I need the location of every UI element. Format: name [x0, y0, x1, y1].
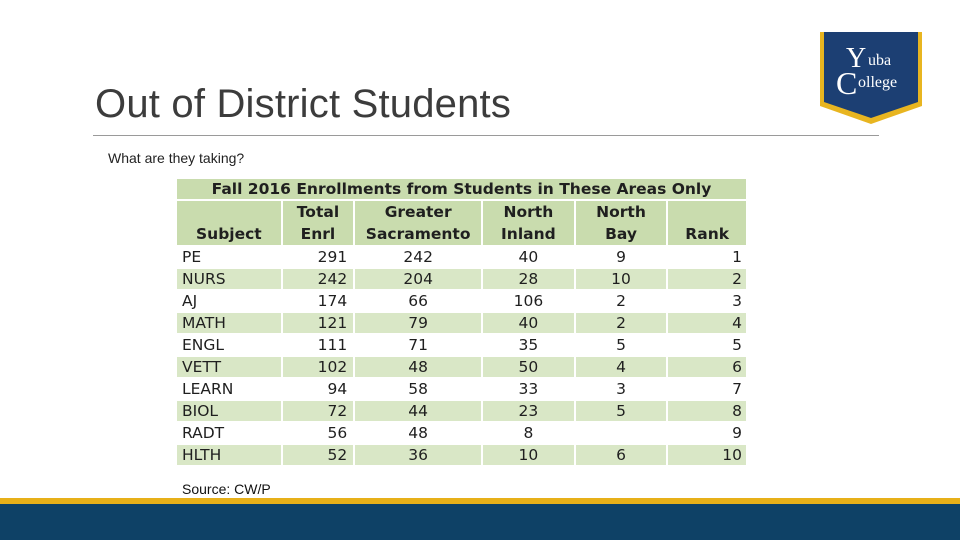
- table-cell-north-bay: 4: [576, 357, 667, 377]
- table-cell-total-enrl: 121: [283, 313, 353, 333]
- table-cell-subject: HLTH: [177, 445, 281, 465]
- table-cell-subject: PE: [177, 247, 281, 267]
- column-header-total-enrl: [283, 201, 353, 245]
- table-cell-rank: 1: [668, 247, 746, 267]
- column-header-line: North: [503, 203, 554, 221]
- column-header-line: North: [596, 203, 646, 221]
- table-cell-subject: LEARN: [177, 379, 281, 399]
- table-cell-north-bay: 2: [576, 313, 667, 333]
- table-cell-rank: 9: [668, 423, 746, 443]
- column-header-line: Subject: [196, 225, 262, 243]
- table-cell-north-bay: 5: [576, 401, 667, 421]
- table-cell-greater-sacramento: 79: [355, 313, 481, 333]
- column-header-greater-sacramento: [355, 201, 481, 245]
- table-cell-rank: 10: [668, 445, 746, 465]
- table-caption: Fall 2016 Enrollments from Students in These Areas Only: [177, 179, 746, 199]
- table-cell-north-bay: [576, 423, 667, 443]
- table-cell-north-inland: 50: [483, 357, 574, 377]
- table-cell-north-bay: 10: [576, 269, 667, 289]
- column-header-line: Enrl: [300, 225, 336, 243]
- table-body: [177, 247, 746, 465]
- table-cell-north-bay: 3: [576, 379, 667, 399]
- column-header-north-bay: [576, 201, 667, 245]
- table-cell-subject: RADT: [177, 423, 281, 443]
- column-header-line: Bay: [605, 225, 637, 243]
- table-cell-total-enrl: 242: [283, 269, 353, 289]
- yuba-college-logo: [818, 32, 924, 126]
- table-cell-subject: VETT: [177, 357, 281, 377]
- table-cell-rank: 2: [668, 269, 746, 289]
- table-cell-subject: MATH: [177, 313, 281, 333]
- table-cell-north-inland: 33: [483, 379, 574, 399]
- table-cell-total-enrl: 102: [283, 357, 353, 377]
- table-row: [177, 291, 746, 311]
- column-header-subject: [177, 201, 281, 245]
- logo-word-ollege: ollege: [858, 74, 898, 91]
- logo-letter-c: C: [836, 65, 858, 101]
- table-row: [177, 357, 746, 377]
- table-cell-subject: AJ: [177, 291, 281, 311]
- table-cell-greater-sacramento: 66: [355, 291, 481, 311]
- table-cell-north-inland: 8: [483, 423, 574, 443]
- table-cell-greater-sacramento: 204: [355, 269, 481, 289]
- column-header-line: Greater: [384, 203, 452, 221]
- column-header-line: Sacramento: [365, 225, 471, 243]
- table-row: [177, 335, 746, 355]
- table-cell-subject: ENGL: [177, 335, 281, 355]
- table-cell-total-enrl: 111: [283, 335, 353, 355]
- table-row: [177, 445, 746, 465]
- table-cell-greater-sacramento: 48: [355, 423, 481, 443]
- table-cell-greater-sacramento: 44: [355, 401, 481, 421]
- table-cell-total-enrl: 72: [283, 401, 353, 421]
- table-cell-rank: 7: [668, 379, 746, 399]
- table-cell-greater-sacramento: 36: [355, 445, 481, 465]
- table-cell-north-inland: 28: [483, 269, 574, 289]
- table-row: [177, 401, 746, 421]
- slide-title: Out of District Students: [95, 82, 512, 126]
- column-header-north-inland: [483, 201, 574, 245]
- table-cell-north-inland: 106: [483, 291, 574, 311]
- table-cell-rank: 4: [668, 313, 746, 333]
- table-cell-north-bay: 9: [576, 247, 667, 267]
- column-header-line: Inland: [501, 225, 556, 243]
- table-row: [177, 379, 746, 399]
- table-cell-north-inland: 35: [483, 335, 574, 355]
- table-cell-north-inland: 23: [483, 401, 574, 421]
- table-cell-rank: 5: [668, 335, 746, 355]
- table-cell-rank: 8: [668, 401, 746, 421]
- table-row: [177, 423, 746, 443]
- table-cell-north-inland: 40: [483, 313, 574, 333]
- column-header-rank: [668, 201, 746, 245]
- table-cell-rank: 6: [668, 357, 746, 377]
- column-header-line: Rank: [685, 225, 730, 243]
- table-header-row: [177, 201, 746, 245]
- column-header-line: Total: [296, 203, 340, 221]
- table-cell-total-enrl: 291: [283, 247, 353, 267]
- table-cell-greater-sacramento: 242: [355, 247, 481, 267]
- table-cell-greater-sacramento: 58: [355, 379, 481, 399]
- table-cell-north-bay: 2: [576, 291, 667, 311]
- table-cell-north-bay: 5: [576, 335, 667, 355]
- table-row: [177, 247, 746, 267]
- table-cell-subject: BIOL: [177, 401, 281, 421]
- logo-word-uba: uba: [868, 52, 892, 69]
- slide-subtitle: What are they taking?: [108, 150, 245, 166]
- table-cell-subject: NURS: [177, 269, 281, 289]
- table-cell-greater-sacramento: 48: [355, 357, 481, 377]
- enrollment-table-image: [175, 177, 748, 467]
- table-cell-total-enrl: 52: [283, 445, 353, 465]
- table-cell-rank: 3: [668, 291, 746, 311]
- table-cell-total-enrl: 56: [283, 423, 353, 443]
- table-cell-north-inland: 40: [483, 247, 574, 267]
- table-row: [177, 269, 746, 289]
- logo-letter-y: Y: [846, 43, 867, 74]
- source-note: Source: CW/P: [182, 481, 271, 497]
- table-cell-north-bay: 6: [576, 445, 667, 465]
- table-cell-total-enrl: 174: [283, 291, 353, 311]
- footer-navy-band: [0, 504, 960, 540]
- table-row: [177, 313, 746, 333]
- table-cell-north-inland: 10: [483, 445, 574, 465]
- enrollment-table: [175, 177, 748, 467]
- table-cell-greater-sacramento: 71: [355, 335, 481, 355]
- table-cell-total-enrl: 94: [283, 379, 353, 399]
- title-divider: [93, 135, 879, 136]
